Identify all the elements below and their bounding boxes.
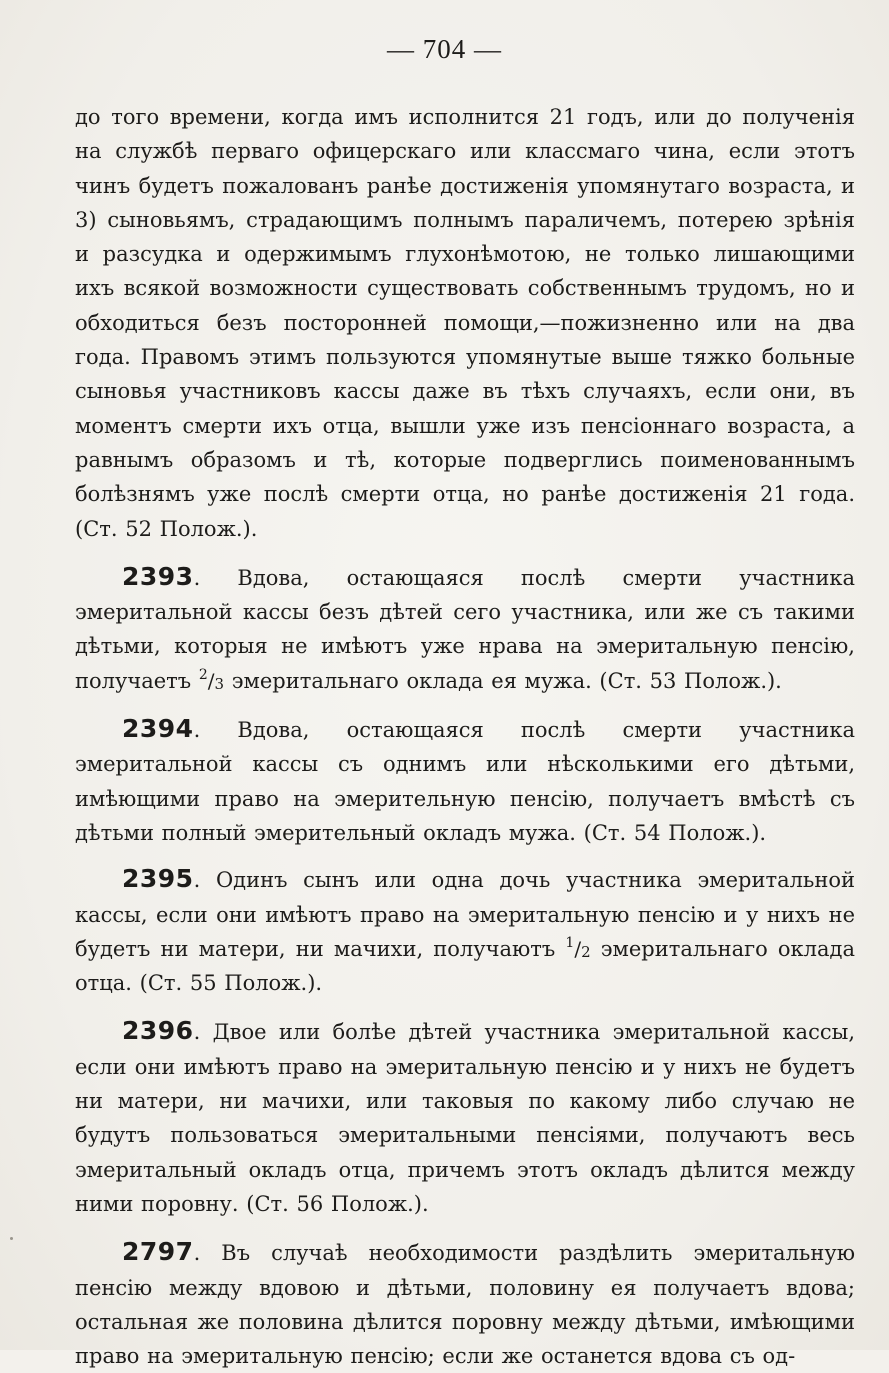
paper-speck (10, 1237, 13, 1240)
article-2797 (75, 1235, 855, 1373)
paragraph-text: до того времени, когда имъ исполнится 21 годъ, или до полученія на службѣ перваго офицерскаго или классмаго чина, если этотъ чинъ будетъ пожалованъ ранѣе достиженія упомянутаго возраста, и 3) сыновьямъ, страдающимъ полнымъ параличемъ, потерею зрѣнія и разсудка и одержимымъ глухонѣмотою, не только лишающими ихъ всякой возможности существовать собственнымъ трудомъ, но и обходиться безъ посторонней помощи,—пожизненно или на два года. Правомъ этимъ пользуются упомянутые выше тяжко больные сыновья участниковъ кассы даже въ тѣхъ случаяхъ, если они, въ моментъ смерти ихъ отца, вышли уже изъ пенсіоннаго возраста, а равнымъ образомъ и тѣ, которые подверглись поименованнымъ болѣзнямъ уже послѣ смерти отца, но ранѣе достиженія 21 года. (Ст. 52 Полож.). (75, 105, 855, 541)
article-2394 (75, 712, 855, 850)
page-number: — 704 — (387, 34, 502, 64)
article-text: . Одинъ сынъ или одна дочь участника эмеритальной кассы, если они имѣютъ право на эмеритальную пенсію и у нихъ не будетъ ни матери, ни мачихи, получаютъ (75, 868, 855, 961)
article-text: . Въ случаѣ необходимости раздѣлить эмеритальную пенсію между вдовою и дѣтьми, половину ея получаетъ вдова; остальная же половина дѣлится поровну между дѣтьми, имѣющими право на эмеритальную пенсію; если же останется вдова съ од- (75, 1241, 855, 1369)
continuation-paragraph (75, 100, 855, 546)
article-2393 (75, 560, 855, 698)
article-number: 2396 (122, 1016, 194, 1046)
article-number: 2393 (122, 561, 194, 591)
fraction-numerator: 1 (565, 934, 575, 951)
article-2396 (75, 1014, 855, 1221)
article-2395 (75, 862, 855, 1000)
article-number: 2797 (122, 1237, 194, 1267)
fraction-denominator: 3 (214, 674, 225, 693)
article-number: 2394 (122, 714, 194, 744)
article-text-continued: эмеритальнаго оклада отца. (Ст. 55 Полож.). (75, 936, 855, 996)
fraction-denominator: 2 (581, 942, 591, 961)
fraction: $^2/_3$ (198, 666, 225, 693)
article-text: . Двое или болѣе дѣтей участника эмеритальной кассы, если они имѣютъ право на эмеритальную пенсію и у нихъ не будетъ ни матери, ни мачихи, или таковыя по какому либо случаю не будутъ пользоваться эмеритальными пенсіями, получаютъ весь эмеритальный окладъ отца, причемъ этотъ окладъ дѣлится между ними поровну. (Ст. 56 Полож.). (75, 1020, 855, 1216)
article-text: . Вдова, остающаяся послѣ смерти участника эмеритальной кассы безъ дѣтей сего участника, или же съ такими дѣтьми, которыя не имѣютъ уже нрава на эмеритальную пенсію, получаетъ (75, 565, 855, 693)
fraction: $^1/_2$ (565, 934, 591, 961)
article-number: 2395 (122, 864, 194, 894)
article-text-continued: эмеритальнаго оклада ея мужа. (Ст. 53 Полож.). (224, 668, 782, 693)
fraction-numerator: 2 (198, 666, 208, 683)
page-body (75, 100, 855, 1373)
article-text: . Вдова, остающаяся послѣ смерти участника эмеритальной кассы съ однимъ или нѣсколькими его дѣтьми, имѣющими право на эмерительную пенсію, получаетъ вмѣстѣ съ дѣтьми полный эмерительный окладъ мужа. (Ст. 54 Полож.). (75, 718, 855, 845)
